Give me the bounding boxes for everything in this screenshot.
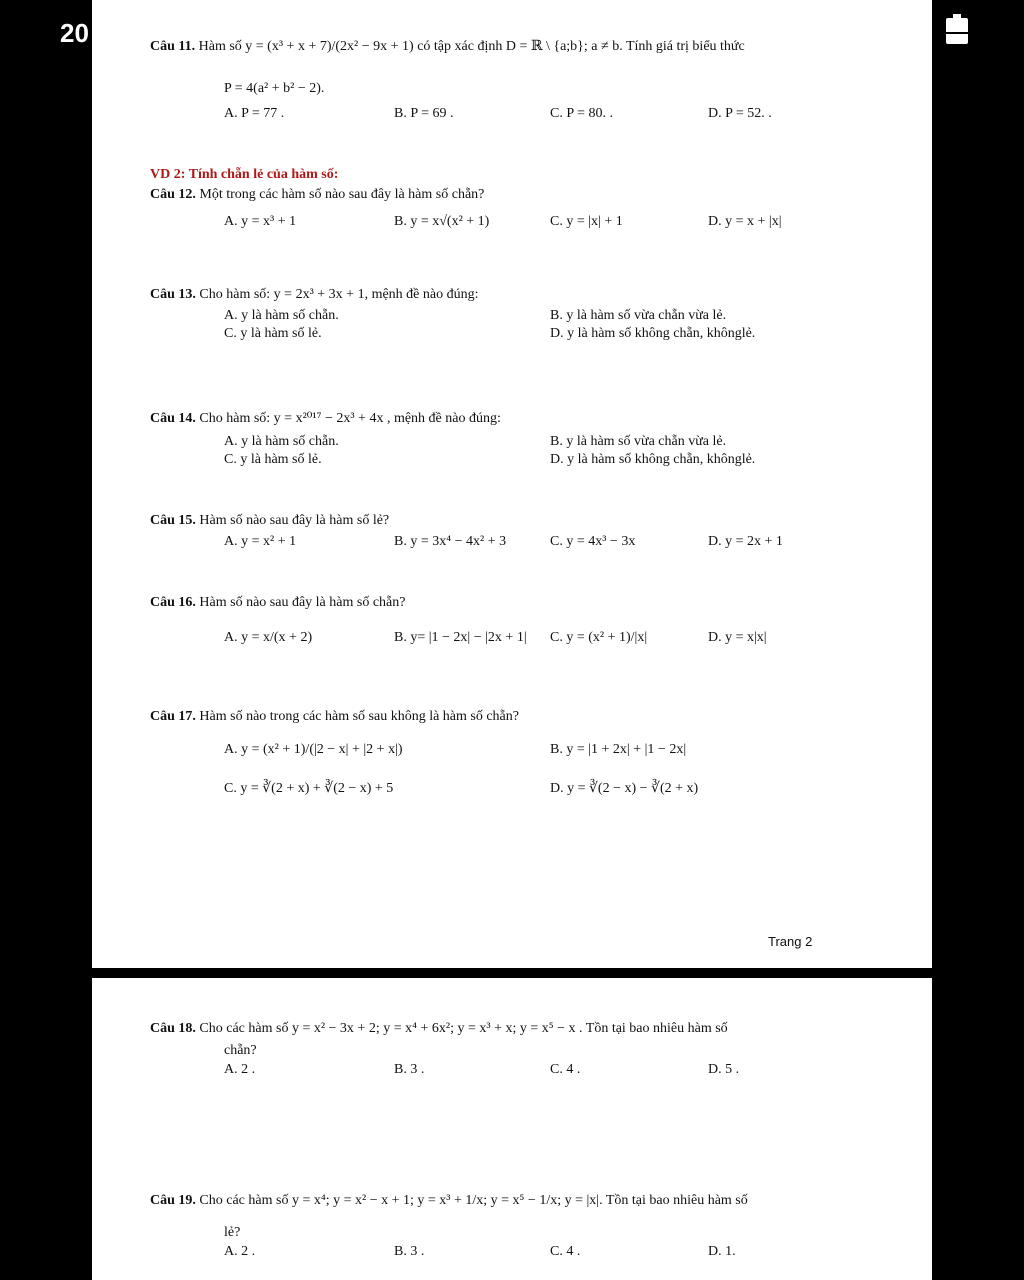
question-stem: Hàm số nào sau đây là hàm số chẵn? xyxy=(199,595,406,610)
question-12 xyxy=(150,186,484,204)
option-d: D. y = x + |x| xyxy=(708,214,782,229)
option-d: D. P = 52. . xyxy=(708,106,772,121)
question-19-continuation: lẻ? xyxy=(224,1225,241,1240)
question-stem: Cho hàm số: y = 2x³ + 3x + 1, mệnh đề nào đúng: xyxy=(199,287,479,302)
option-a: A. y = x² + 1 xyxy=(224,534,297,549)
option-c: C. y = (x² + 1)/|x| xyxy=(550,630,648,645)
page-number: Trang 2 xyxy=(768,934,813,949)
option-d: D. y = x|x| xyxy=(708,630,767,645)
option-c: C. y là hàm số lẻ. xyxy=(224,326,322,341)
question-stem: Hàm số nào trong các hàm số sau không là hàm số chẵn? xyxy=(199,709,519,724)
option-b: B. y = |1 + 2x| + |1 − 2x| xyxy=(550,742,687,757)
question-11 xyxy=(150,38,745,56)
question-19 xyxy=(150,1192,748,1210)
question-label: Câu 19. xyxy=(150,1193,196,1208)
option-a: A. y là hàm số chẵn. xyxy=(224,308,339,323)
question-label: Câu 13. xyxy=(150,287,196,302)
question-label: Câu 17. xyxy=(150,709,196,724)
option-d: D. y là hàm số không chẵn, khônglẻ. xyxy=(550,452,756,467)
question-11-expression: P = 4(a² + b² − 2). xyxy=(224,81,325,96)
option-b: B. y là hàm số vừa chẵn vừa lẻ. xyxy=(550,308,727,323)
question-16 xyxy=(150,594,405,612)
question-label: Câu 15. xyxy=(150,513,196,528)
question-14 xyxy=(150,410,501,428)
document-page-1 xyxy=(92,0,932,968)
question-18-continuation: chẵn? xyxy=(224,1043,257,1058)
question-15 xyxy=(150,512,389,530)
option-d: D. y là hàm số không chẵn, khônglẻ. xyxy=(550,326,756,341)
option-d: D. 5 . xyxy=(708,1062,740,1077)
question-stem: Cho các hàm số y = x⁴; y = x² − x + 1; y = x³ + 1/x; y = x⁵ − 1/x; y = |x|. Tồn tại bao nhiêu hàm số xyxy=(199,1193,748,1208)
question-stem: Cho hàm số: y = x²⁰¹⁷ − 2x³ + 4x , mệnh đề nào đúng: xyxy=(199,411,501,426)
question-stem: Một trong các hàm số nào sau đây là hàm số chẵn? xyxy=(199,187,485,202)
option-a: A. 2 . xyxy=(224,1062,256,1077)
option-a: A. y là hàm số chẵn. xyxy=(224,434,339,449)
option-a: A. y = (x² + 1)/(|2 − x| + |2 + x|) xyxy=(224,742,403,757)
option-b: B. 3 . xyxy=(394,1062,425,1077)
option-c: C. 4 . xyxy=(550,1062,581,1077)
option-b: B. y là hàm số vừa chẵn vừa lẻ. xyxy=(550,434,727,449)
battery-icon xyxy=(946,14,968,44)
option-b: B. y = 3x⁴ − 4x² + 3 xyxy=(394,534,507,549)
document-page-2 xyxy=(92,978,932,1280)
question-label: Câu 18. xyxy=(150,1021,196,1036)
option-d: D. y = 2x + 1 xyxy=(708,534,783,549)
option-c: C. y = 4x³ − 3x xyxy=(550,534,636,549)
status-bar-text: 20 xyxy=(60,18,89,48)
option-a: A. P = 77 . xyxy=(224,106,285,121)
question-stem: Cho các hàm số y = x² − 3x + 2; y = x⁴ + 6x²; y = x³ + x; y = x⁵ − x . Tồn tại bao nhiêu hàm số xyxy=(199,1021,728,1036)
question-13 xyxy=(150,286,479,304)
option-d: D. y = ∛(2 − x) − ∛(2 + x) xyxy=(550,781,699,796)
option-a: A. y = x/(x + 2) xyxy=(224,630,313,645)
option-b: B. 3 . xyxy=(394,1244,425,1259)
option-c: C. y = ∛(2 + x) + ∛(2 − x) + 5 xyxy=(224,781,394,796)
question-stem: Hàm số nào sau đây là hàm số lẻ? xyxy=(199,513,390,528)
question-label: Câu 16. xyxy=(150,595,196,610)
option-b: B. y = x√(x² + 1) xyxy=(394,214,490,229)
question-label: Câu 11. xyxy=(150,39,196,54)
option-b: B. P = 69 . xyxy=(394,106,454,121)
option-c: C. 4 . xyxy=(550,1244,581,1259)
option-b: B. y= |1 − 2x| − |2x + 1| xyxy=(394,630,527,645)
question-label: Câu 14. xyxy=(150,411,196,426)
option-a: A. 2 . xyxy=(224,1244,256,1259)
section-title: VD 2: Tính chẵn lẻ của hàm số: xyxy=(150,167,339,182)
question-label: Câu 12. xyxy=(150,187,196,202)
question-17 xyxy=(150,708,519,726)
question-stem: Hàm số y = (x³ + x + 7)/(2x² − 9x + 1) có tập xác định D = ℝ \ {a;b}; a ≠ b. Tính giá trị biểu thức xyxy=(198,39,745,54)
option-c: C. y = |x| + 1 xyxy=(550,214,623,229)
option-c: C. y là hàm số lẻ. xyxy=(224,452,322,467)
question-18 xyxy=(150,1020,728,1038)
option-d: D. 1. xyxy=(708,1244,736,1259)
option-a: A. y = x³ + 1 xyxy=(224,214,297,229)
option-c: C. P = 80. . xyxy=(550,106,613,121)
